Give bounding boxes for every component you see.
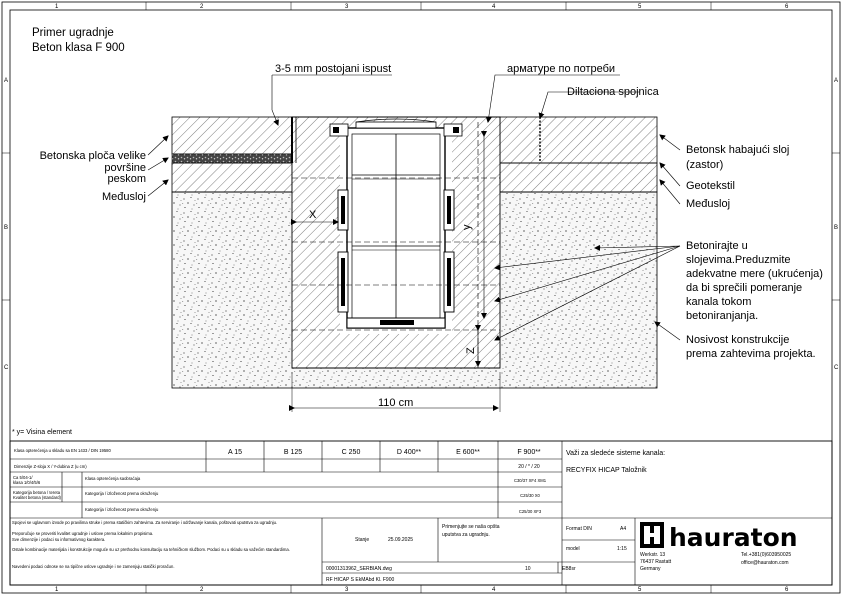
row-letter: A <box>834 78 839 84</box>
hauraton-logo-icon <box>640 522 664 548</box>
format-value: A4 <box>620 526 627 532</box>
svg-text:Kategorija betona / tereta: Kategorija betona / tereta <box>13 490 61 495</box>
dims-value: 20 / * / 20 <box>518 464 540 470</box>
label-concrete-note: adekvatne mere (ukrućenja) <box>686 268 823 280</box>
row-letter: A <box>4 78 9 84</box>
svg-text:Ca 5/04-1/: Ca 5/04-1/ <box>13 475 33 480</box>
svg-text:Kategorija / izloženost prema: Kategorija / izloženost prema okruženju <box>85 491 159 496</box>
concrete-class-value: C25/30 XF3 <box>518 509 542 514</box>
label-concrete-note: da bi sprečili pomeranje <box>686 282 803 294</box>
format-label: Format DIN <box>566 526 592 532</box>
label-support: prema zahtevima projekta. <box>686 348 816 360</box>
left-concrete-slab <box>172 117 292 154</box>
svg-text:klasa 1/0/4/5/6: klasa 1/0/4/5/6 <box>13 480 41 485</box>
load-class: B 125 <box>283 449 303 456</box>
general-notes <box>12 520 290 569</box>
load-class: D 400** <box>396 449 422 456</box>
label-interlayer-left: Međusloj <box>101 191 146 203</box>
status-label: Stanje <box>355 537 370 543</box>
drawing-sheet: 10 <box>525 566 531 572</box>
load-class-table <box>13 448 665 514</box>
dim-z-label: Z <box>465 347 477 354</box>
right-wear-layer <box>500 117 657 163</box>
grating <box>356 122 436 128</box>
load-row-label: Klasa opterećenja u skladu sa EN 1433 / DIN 19580 <box>14 448 111 453</box>
concrete-class-value: C25/30 X0 <box>520 493 540 498</box>
company-phone: Tel.+381(0)603950025 <box>741 552 792 558</box>
systems-value: RECYFIX HICAP Taložnik <box>566 467 647 474</box>
col-number: 3 <box>345 4 349 10</box>
load-class: C 250 <box>341 449 361 456</box>
concrete-class-value: C30/37 XF4 XM1 <box>513 478 547 483</box>
company-block <box>640 522 798 572</box>
label-slab: Betonska ploča velike <box>39 150 146 162</box>
note-line: uputstva za ugradnju. <box>442 532 490 538</box>
label-concrete-note: Betonirajte u <box>686 240 748 252</box>
left-interlayer <box>172 163 292 192</box>
label-concrete-note: betoniranjanja. <box>686 310 759 322</box>
col-number: 6 <box>785 4 789 10</box>
dim-x-label: X <box>309 209 317 221</box>
status-date: 25.09.2025 <box>388 537 414 543</box>
col-number: 2 <box>200 587 204 593</box>
label-wear-layer: Betonsk habajući sloj <box>686 144 790 156</box>
note-line: Primenjujte se naša opšta <box>442 524 500 530</box>
col-number: 3 <box>345 587 349 593</box>
svg-text:Sve dimenzije i podaci su info: Sve dimenzije i podaci su informativnog karaktera. <box>12 537 106 542</box>
svg-text:Kvalitet betona (standard): Kvalitet betona (standard) <box>13 495 61 500</box>
model-label: model <box>566 546 580 552</box>
sand-layer <box>172 154 292 163</box>
label-slab: površine <box>104 162 146 174</box>
label-concrete-note: slojevima.Preduzmite <box>686 254 791 266</box>
load-class: A 15 <box>227 449 243 456</box>
label-gap: 3-5 mm postojani ispust <box>275 63 392 75</box>
label-geotextile: Geotekstil <box>686 180 735 192</box>
drawing-code: RF HICAP S EkMAbd Kl. F900 <box>326 577 395 583</box>
label-wear-layer: (zastor) <box>686 159 724 171</box>
drawing-subtitle: Beton klasa F 900 <box>32 42 125 54</box>
dims-row-label: Dimenzije Z-sloja X / Y-dubina Z (u cm) <box>14 464 87 469</box>
label-concrete-note: kanala tokom <box>686 296 752 308</box>
model-value: 1:15 <box>617 546 627 552</box>
company-address: Germany <box>640 566 661 572</box>
label-support: Nosivost konstrukcije <box>686 334 790 346</box>
col-number: 2 <box>200 4 204 10</box>
dim-width-label: 110 cm <box>378 397 414 409</box>
col-number: 5 <box>638 4 642 10</box>
company-name: hauraton <box>669 523 798 552</box>
systems-label: Važi za sledeće sisteme kanala: <box>566 450 666 457</box>
row-letter: C <box>4 365 9 371</box>
right-interlayer <box>500 163 657 192</box>
drawing-lang: EB8sr <box>562 566 576 572</box>
col-number: 6 <box>785 587 789 593</box>
drawing-file: 00001313962_SERBIAN.dwg <box>326 566 392 572</box>
svg-text:Spojevi se uglavnom izvode po: Spojevi se uglavnom izvode po pravilima struke i prema statičkim zahtevima. Za serviranje i održavanje kanala, poštovati uputstva za ugradnju. <box>12 520 278 525</box>
load-class: E 600** <box>456 449 480 456</box>
svg-text:Navedeni podaci odnose se na t: Navedeni podaci odnose se na tipične uslove ugradnje i ne zamenjuju statički proračun. <box>12 564 175 569</box>
col-number: 5 <box>638 587 642 593</box>
col-number: 1 <box>55 4 59 10</box>
label-reinforcement: арматуре по потреби <box>507 63 616 75</box>
company-address: Werkstr. 13 <box>640 552 666 558</box>
footnote: * y= Visina element <box>12 429 72 436</box>
row-letter: C <box>834 365 839 371</box>
company-email: office@hauraton.com <box>741 560 789 566</box>
row-letter: B <box>4 225 9 231</box>
company-address: 76437 Rastatt <box>640 559 672 565</box>
label-interlayer-right: Međusloj <box>686 198 731 210</box>
svg-text:Preporučuje se proveriti kvali: Preporučuje se proveriti kvalitet ugradnje i uslove prema lokalnim propisima. <box>12 531 154 536</box>
col-number: 4 <box>492 587 496 593</box>
revision-block <box>326 524 627 583</box>
svg-text:Kategorija / izloženost prema: Kategorija / izloženost prema okruženju <box>85 507 159 512</box>
cross-section <box>172 117 657 388</box>
col-number: 1 <box>55 587 59 593</box>
label-dilatation: Diltaciona spojnica <box>567 86 659 98</box>
svg-text:Klasa opterećenja saobraćaja: Klasa opterećenja saobraćaja <box>85 476 141 481</box>
dim-y-label: y <box>461 224 473 230</box>
load-class: F 900** <box>517 449 541 456</box>
col-number: 4 <box>492 4 496 10</box>
label-slab: peskom <box>107 173 146 185</box>
row-letter: B <box>834 225 839 231</box>
svg-text:Ostale kombinacije materijala: Ostale kombinacije materijala i konstrukcije moguće su uz prethodnu konsultaciju sa tehničkom službom. Podaci su u skladu sa važećim standardima. <box>12 547 290 552</box>
drawing-title: Primer ugradnje <box>32 27 114 39</box>
